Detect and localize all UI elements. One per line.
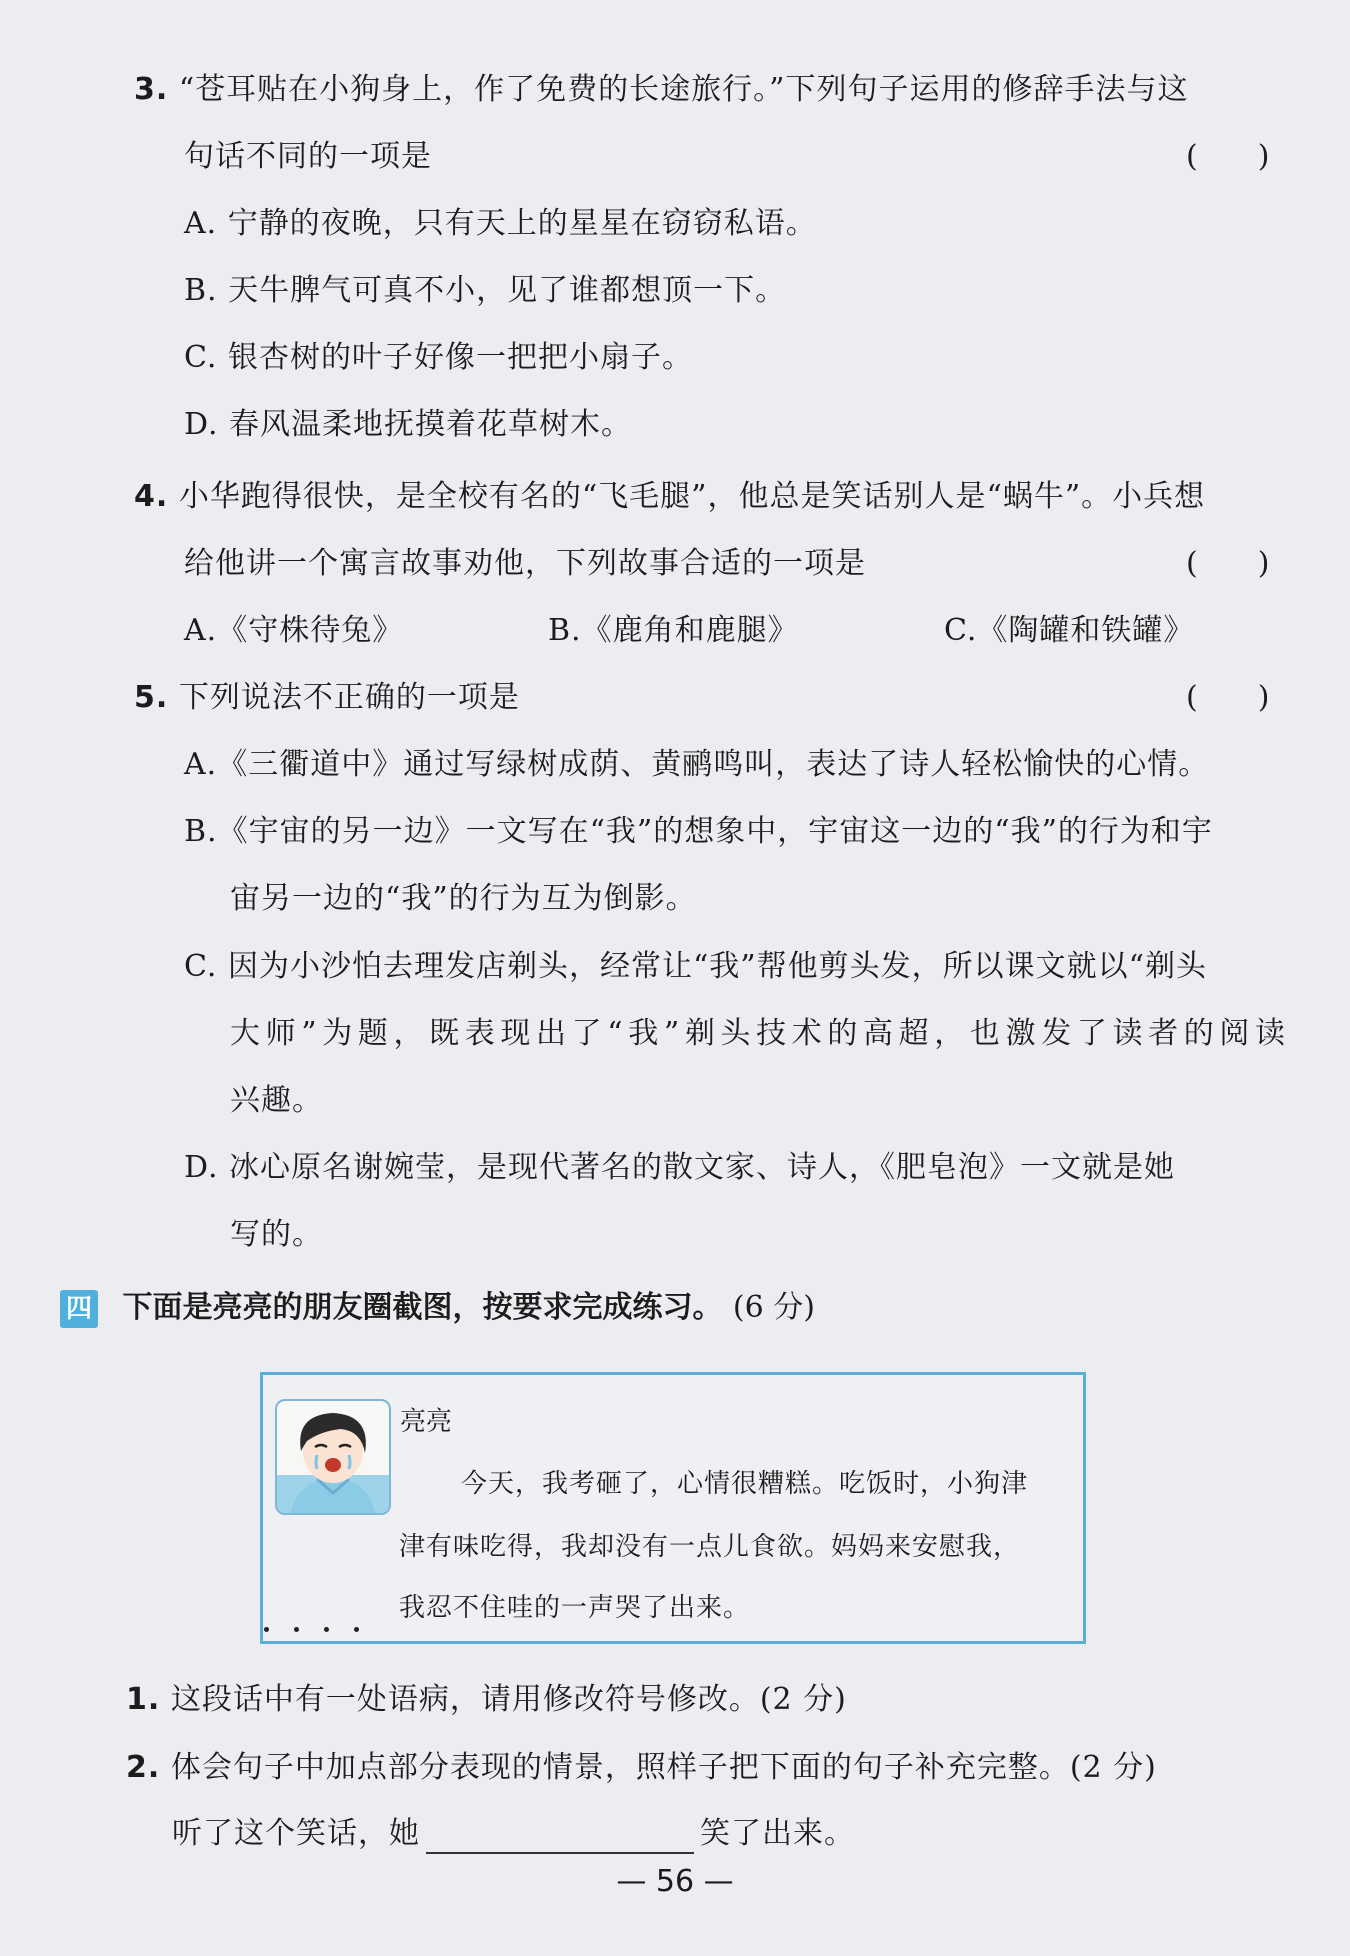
section-4-title: 下面是亮亮的朋友圈截图，按要求完成练习。 <box>122 1290 723 1325</box>
sub-question-2-text: 体会句子中加点部分表现的情景，照样子把下面的句子补充完整。(2 分) <box>170 1750 1157 1785</box>
question-5-option-a: A.《三衢道中》通过写绿树成荫、黄鹂鸣叫，表达了诗人轻松愉快的心情。 <box>184 747 1210 782</box>
emphasis-dots <box>264 1627 384 1637</box>
question-5-option-d-line-1: D. 冰心原名谢婉莹，是现代著名的散文家、诗人，《肥皂泡》一文就是她 <box>184 1150 1176 1185</box>
question-4-option-a: A.《守株待兔》 <box>184 613 404 648</box>
emphasis-dot <box>264 1627 269 1632</box>
crying-child-avatar-icon <box>275 1399 391 1515</box>
page-number: — 56 — <box>616 1864 734 1899</box>
question-3-option-d: D. 春风温柔地抚摸着花草树木。 <box>184 407 633 442</box>
sub-question-1-text: 这段话中有一处语病，请用修改符号修改。(2 分) <box>170 1682 847 1717</box>
question-5-option-b-line-2: 宙另一边的“我”的行为互为倒影。 <box>230 881 697 916</box>
question-3-stem-line-1: “苍耳贴在小狗身上，作了免费的长途旅行。”下列句子运用的修辞手法与这 <box>178 72 1189 107</box>
fill-in-prefix: 听了这个笑话，她 <box>172 1816 420 1851</box>
sub-question-2 <box>126 1748 1157 1788</box>
fill-in-blank[interactable] <box>426 1820 694 1854</box>
section-4-badge: 四 <box>60 1290 98 1328</box>
emphasis-dot <box>354 1627 359 1632</box>
section-4-heading <box>60 1288 815 1328</box>
question-3-option-c: C. 银杏树的叶子好像一把把小扇子。 <box>184 340 693 375</box>
question-5-option-b-line-1: B.《宇宙的另一边》一文写在“我”的想象中，宇宙这一边的“我”的行为和宇 <box>184 814 1213 849</box>
question-4-number: 4. <box>134 479 169 514</box>
question-5-option-d-line-2: 写的。 <box>230 1217 323 1252</box>
question-5-option-c-line-3: 兴趣。 <box>230 1083 323 1118</box>
question-4-option-b: B.《鹿角和鹿腿》 <box>548 613 799 648</box>
question-4-option-c: C.《陶罐和铁罐》 <box>944 613 1195 648</box>
question-4-answer-bracket[interactable]: ( ) <box>1186 546 1270 581</box>
post-text-line-2: 津有味吃得，我却没有一点儿食欲。妈妈来安慰我， <box>399 1532 1021 1562</box>
moments-post-box <box>260 1372 1086 1644</box>
question-5-option-c-line-2: 大师”为题，既表现出了“我”剃头技术的高超，也激发了读者的阅读 <box>230 1016 1286 1051</box>
question-3-option-b: B. 天牛脾气可真不小，见了谁都想顶一下。 <box>184 273 787 308</box>
post-text-line-3: 我忍不住哇的一声哭了出来。 <box>399 1593 751 1623</box>
sub-question-1-number: 1. <box>126 1682 161 1717</box>
fill-in-suffix: 笑了出来。 <box>700 1816 855 1851</box>
question-5-answer-bracket[interactable]: ( ) <box>1186 680 1270 715</box>
fill-in-sentence <box>172 1814 855 1854</box>
question-3-option-a: A. 宁静的夜晚，只有天上的星星在窃窃私语。 <box>184 206 817 241</box>
emphasis-dot <box>294 1627 299 1632</box>
question-5-number: 5. <box>134 680 169 715</box>
question-3-answer-bracket[interactable]: ( ) <box>1186 139 1270 174</box>
question-3-number: 3. <box>134 72 169 107</box>
question-5-stem: 下列说法不正确的一项是 <box>178 680 520 715</box>
sub-question-1 <box>126 1680 847 1720</box>
question-5-option-c-line-1: C. 因为小沙怕去理发店剃头，经常让“我”帮他剪头发，所以课文就以“剃头 <box>184 949 1207 984</box>
section-4-score: (6 分) <box>732 1290 815 1325</box>
emphasis-dot <box>324 1627 329 1632</box>
question-3-stem-line-2: 句话不同的一项是 <box>184 139 432 174</box>
sub-question-2-number: 2. <box>126 1750 161 1785</box>
question-4-stem-line-1: 小华跑得很快，是全校有名的“飞毛腿”，他总是笑话别人是“蜗牛”。小兵想 <box>178 479 1206 514</box>
question-5-line-1 <box>134 678 520 718</box>
post-text-line-1: 今天，我考砸了，心情很糟糕。吃饭时，小狗津 <box>461 1469 1029 1499</box>
question-4-line-1 <box>134 477 1205 517</box>
post-author-name: 亮亮 <box>400 1407 453 1437</box>
question-3-line-1 <box>134 70 1189 110</box>
question-4-stem-line-2: 给他讲一个寓言故事劝他，下列故事合适的一项是 <box>184 546 866 581</box>
